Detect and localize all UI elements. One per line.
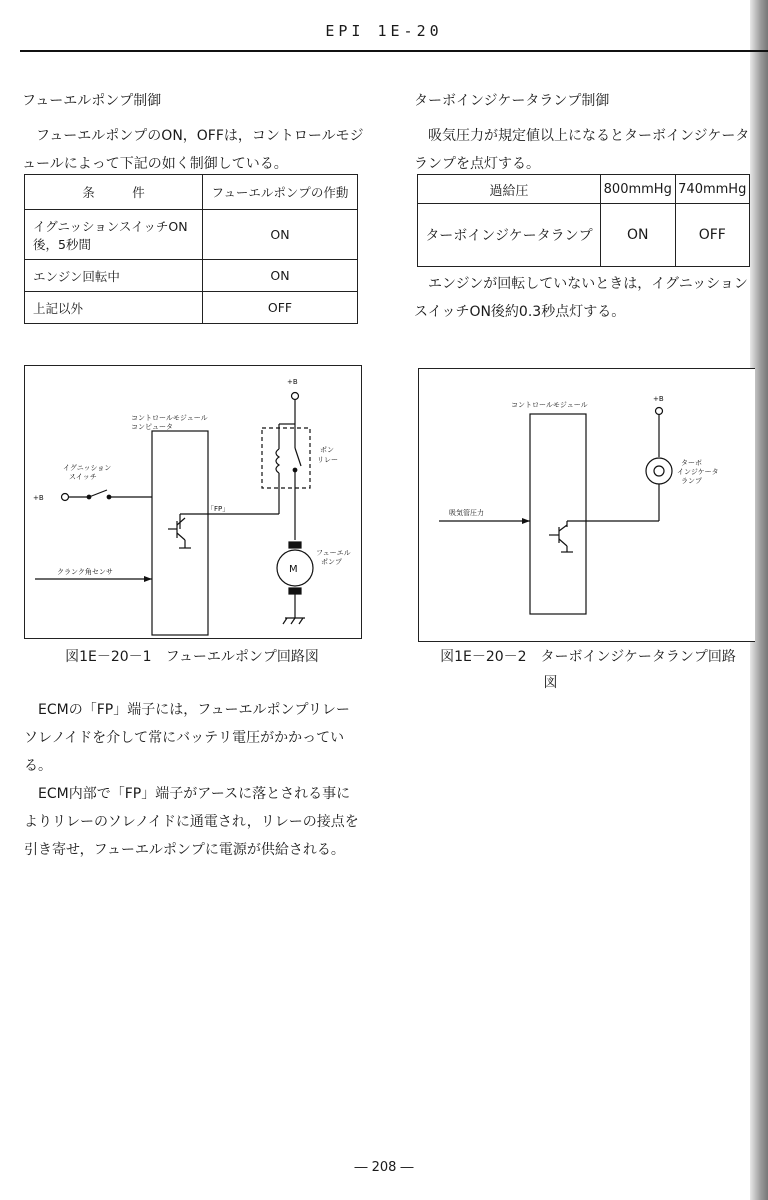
figure-caption-turbo-lamp: 図1E－20－2 ターボインジケータランプ回路 bbox=[440, 649, 736, 665]
table-header-boost-pressure: 過給圧 bbox=[418, 175, 601, 204]
intake-pressure-label: 吸気管圧力 bbox=[449, 509, 484, 517]
fuel-pump-intro: フューエルポンプのON，OFFは，コントロールモジュールによって下記の如く制御している。 bbox=[22, 128, 364, 172]
control-module-block bbox=[530, 414, 586, 614]
turbo-lamp-intro: 吸気圧力が規定値以上になるとターボインジケータランプを点灯する。 bbox=[414, 128, 750, 172]
table-cell-state: OFF bbox=[203, 292, 358, 324]
fuel-pump-label-1: フューエル bbox=[316, 549, 351, 557]
crank-sensor-label: クランク角センサ bbox=[57, 568, 113, 576]
plus-b-label: +B bbox=[653, 395, 664, 403]
header-rule bbox=[20, 50, 768, 52]
page-number: ― 208 ― bbox=[354, 1160, 414, 1175]
fuel-pump-circuit-diagram bbox=[24, 365, 362, 639]
fuel-pump-label-2: ポンプ bbox=[321, 558, 342, 566]
plus-b-top-label: +B bbox=[287, 378, 298, 386]
turbo-lamp-label-1: ターボ bbox=[681, 459, 702, 467]
table-cell-condition: イグニッションスイッチON後，5秒間 bbox=[25, 210, 203, 260]
fp-terminal-description: ECMの「FP」端子には，フューエルポンプリレーソレノイドを介して常にバッテリ電圧がかかっている。 bbox=[24, 702, 350, 774]
turbo-lamp-note: エンジンが回転していないときは，イグニッションスイッチON後約0.3秒点灯する。 bbox=[414, 276, 748, 320]
table-cell-off: OFF bbox=[675, 204, 750, 267]
table-cell-state: ON bbox=[203, 260, 358, 292]
table-header-800mmhg: 800mmHg bbox=[601, 175, 676, 204]
control-module-label: コントロールモジュール bbox=[511, 401, 588, 409]
table-cell-on: ON bbox=[601, 204, 676, 267]
relay-operation-description: ECM内部で「FP」端子がアースに落とされる事によりリレーのソレノイドに通電され，リレーの接点を引き寄せ，フューエルポンプに電源が供給される。 bbox=[24, 786, 359, 858]
relay-dashed-box bbox=[262, 428, 310, 488]
page-header-title: EPI 1E-20 bbox=[325, 22, 443, 40]
table-header-condition: 条 件 bbox=[25, 175, 203, 210]
fp-terminal-label: 「FP」 bbox=[207, 505, 230, 513]
pump-relay-label-2: リレー bbox=[317, 456, 338, 464]
table-header-740mmhg: 740mmHg bbox=[675, 175, 750, 204]
table-cell-turbo-lamp: ターボインジケータランプ bbox=[418, 204, 601, 267]
fuel-pump-control-heading: フューエルポンプ制御 bbox=[22, 93, 162, 109]
figure-caption-fuel-pump: 図1E－20－1 フューエルポンプ回路図 bbox=[65, 649, 319, 665]
turbo-lamp-circuit-svg bbox=[419, 369, 755, 641]
ignition-switch-label-2: スイッチ bbox=[69, 473, 97, 481]
fuel-pump-circuit-svg bbox=[25, 366, 361, 638]
left-body-text bbox=[24, 696, 360, 864]
turbo-lamp-control-heading: ターボインジケータランプ制御 bbox=[414, 93, 610, 109]
turbo-lamp-circuit-diagram bbox=[418, 368, 755, 642]
plus-b-left-label: +B bbox=[33, 494, 44, 502]
right-note bbox=[414, 270, 754, 326]
fuel-pump-condition-table bbox=[24, 174, 358, 324]
turbo-lamp-label-3: ランプ bbox=[681, 477, 702, 485]
turbo-lamp-label-2: インジケータ bbox=[677, 468, 719, 476]
ignition-switch-label-1: イグニッション bbox=[63, 464, 112, 472]
table-cell-condition: エンジン回転中 bbox=[25, 260, 203, 292]
motor-label: M bbox=[289, 564, 298, 575]
pump-relay-label-1: ポン bbox=[320, 446, 334, 454]
control-module-label: コントロールモジュール bbox=[131, 414, 208, 422]
turbo-lamp-table bbox=[417, 174, 750, 267]
control-module-block bbox=[152, 431, 208, 635]
right-column bbox=[414, 90, 754, 178]
figure-caption-turbo-lamp-cont: 図 bbox=[543, 675, 558, 691]
table-cell-state: ON bbox=[203, 210, 358, 260]
computer-label: コンピュータ bbox=[131, 423, 173, 431]
table-cell-condition: 上記以外 bbox=[25, 292, 203, 324]
left-column bbox=[22, 90, 372, 178]
table-header-pump-operation: フューエルポンプの作動 bbox=[203, 175, 358, 210]
